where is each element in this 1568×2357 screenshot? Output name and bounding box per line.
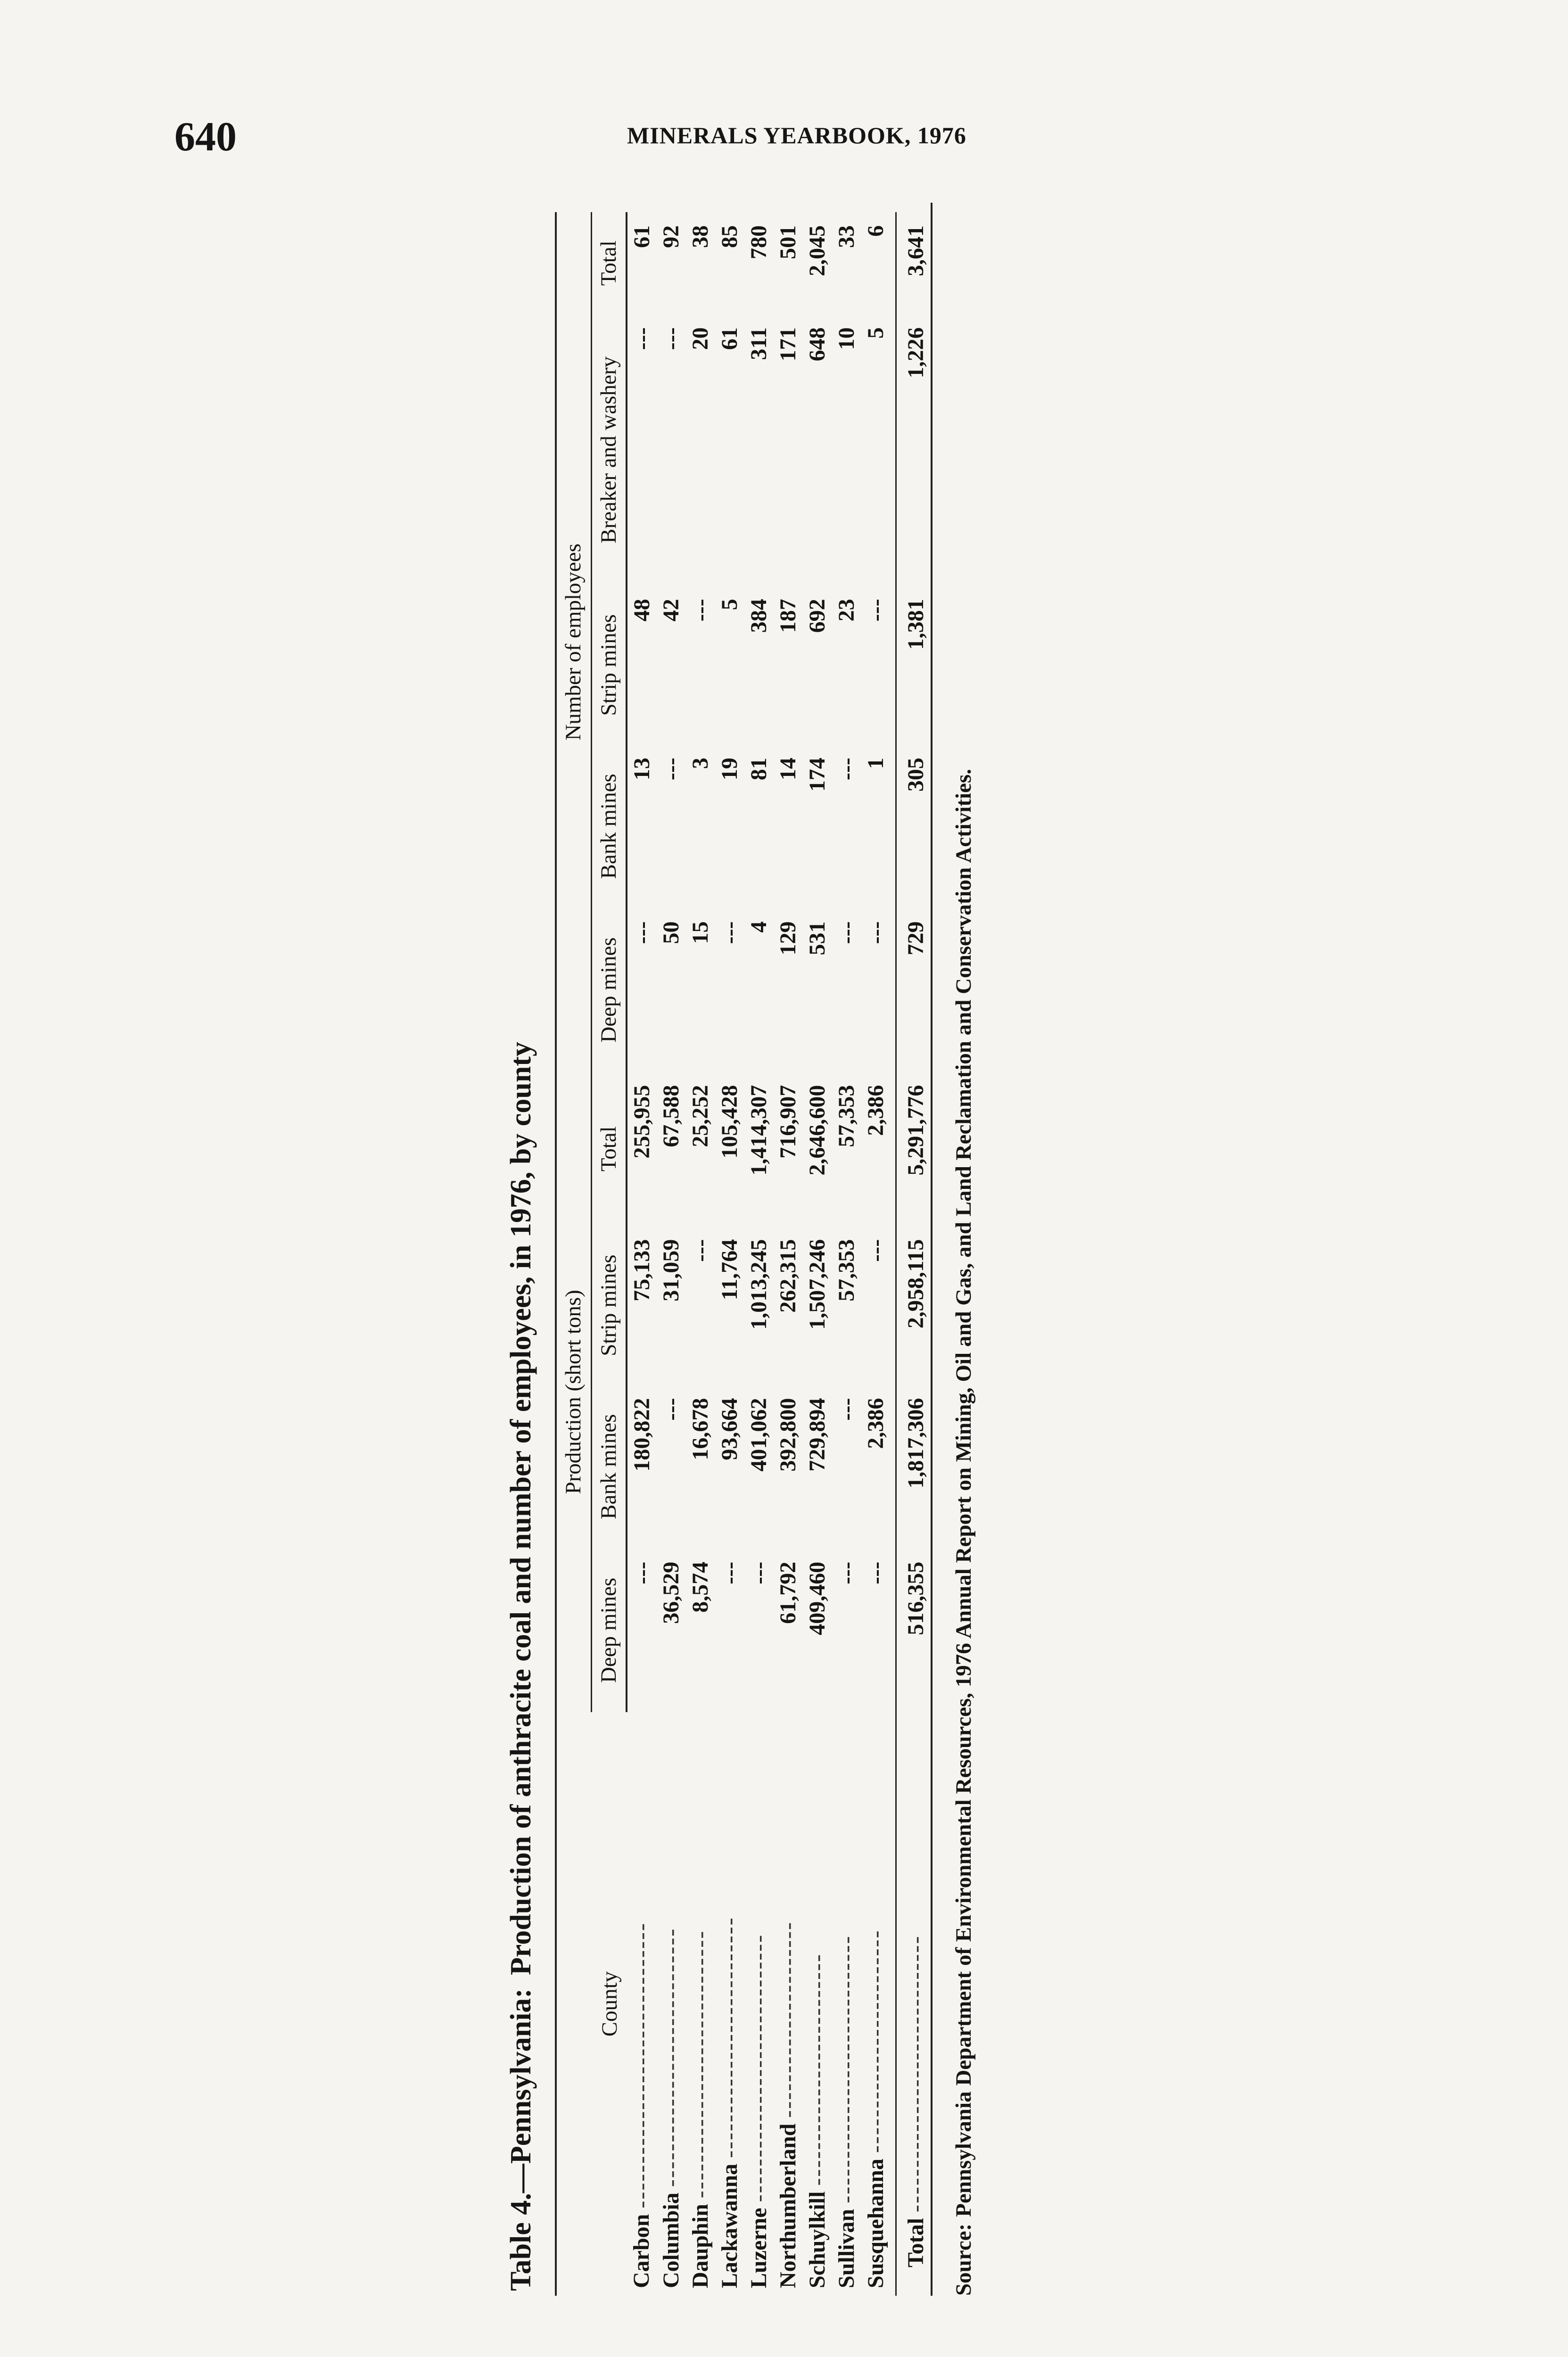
dot-leader: -------------------------- <box>805 1953 830 2186</box>
cell-emp-strip: 42 <box>659 599 684 622</box>
cell-emp-strip: --- <box>863 599 889 622</box>
cell-emp-deep: 50 <box>659 921 684 944</box>
cell-prod-strip: 1,013,245 <box>746 1239 772 1330</box>
cell-prod-total: 5,291,776 <box>896 1072 931 1226</box>
column-header-county: County <box>556 1712 627 2296</box>
table-title-label: Table 4.—Pennsylvania: <box>505 1988 537 2291</box>
cell-emp-deep: --- <box>863 921 889 944</box>
cell-prod-deep: 8,574 <box>688 1561 713 1613</box>
cell-prod-deep: 516,355 <box>896 1549 931 1712</box>
cell-emp-bank: 13 <box>629 758 655 781</box>
dot-leader: ------------------------------ <box>834 1935 859 2203</box>
cell-emp-deep: --- <box>717 921 743 944</box>
cell-emp-breaker: 171 <box>776 327 801 362</box>
cell-emp-strip: 187 <box>776 599 801 633</box>
cell-prod-strip: --- <box>688 1239 713 1262</box>
county-name: Total <box>903 2218 929 2267</box>
cell-emp-total: 92 <box>659 225 684 248</box>
cell-prod-bank: --- <box>834 1398 859 1421</box>
cell-prod-deep: --- <box>863 1561 889 1584</box>
cell-prod-bank: 392,800 <box>776 1398 801 1472</box>
cell-emp-total: 61 <box>629 225 655 248</box>
cell-emp-deep: --- <box>629 921 655 944</box>
cell-prod-total: 67,588 <box>659 1085 684 1147</box>
cell-emp-deep: 729 <box>896 908 931 1071</box>
dot-leader: ----------------------------- <box>659 1927 684 2187</box>
cell-emp-total: 2,045 <box>805 225 830 276</box>
dot-leader: ------------------------------ <box>688 1929 713 2199</box>
cell-emp-strip: 1,381 <box>896 585 931 744</box>
source-label: Source: <box>951 2223 976 2296</box>
table-row <box>686 212 715 2296</box>
cell-emp-strip: 5 <box>717 599 743 610</box>
column-header-emp-strip: Strip mines <box>591 585 627 744</box>
county-cell <box>686 1712 715 2296</box>
county-name: Luzerne <box>746 2208 772 2288</box>
county-cell <box>774 1712 803 2296</box>
cell-prod-total: 57,353 <box>834 1085 859 1147</box>
cell-emp-bank: 174 <box>805 758 830 792</box>
column-header-prod-total: Total <box>591 1072 627 1226</box>
county-cell <box>861 1712 896 2296</box>
table-bottom-rule <box>931 203 933 2296</box>
cell-emp-breaker: 61 <box>717 327 743 350</box>
county-cell <box>832 1712 861 2296</box>
cell-emp-deep: 129 <box>776 921 801 956</box>
table-row <box>627 212 657 2296</box>
cell-emp-total: 6 <box>863 225 889 237</box>
cell-prod-deep: 61,792 <box>776 1561 801 1624</box>
cell-prod-bank: 401,062 <box>746 1398 772 1472</box>
cell-prod-deep: --- <box>746 1561 772 1584</box>
cell-emp-bank: 81 <box>746 758 772 781</box>
cell-emp-bank: --- <box>659 758 684 781</box>
cell-emp-breaker: 1,226 <box>896 314 931 585</box>
county-cell <box>896 1712 931 2296</box>
table-row <box>657 212 686 2296</box>
county-name: Columbia <box>659 2192 684 2288</box>
cell-emp-bank: 19 <box>717 758 743 781</box>
table-title-text: Production of anthracite coal and number of employees, in 1976, by county <box>505 1042 537 1976</box>
cell-prod-deep: --- <box>717 1561 743 1584</box>
cell-emp-breaker: 10 <box>834 327 859 350</box>
cell-emp-deep: --- <box>834 921 859 944</box>
column-group-production: Production (short tons) <box>556 1072 591 1712</box>
cell-prod-strip: 75,133 <box>629 1239 655 1302</box>
county-cell <box>803 1712 832 2296</box>
dot-leader: ---------------------- <box>776 1920 801 2118</box>
column-group-employees: Number of employees <box>556 212 591 1072</box>
cell-prod-bank: 1,817,306 <box>896 1385 931 1549</box>
cell-emp-breaker: 311 <box>746 327 772 360</box>
cell-emp-strip: 692 <box>805 599 830 633</box>
table-title <box>504 203 538 2296</box>
cell-emp-bank: --- <box>834 758 859 781</box>
cell-prod-deep: 409,460 <box>805 1561 830 1635</box>
cell-emp-total: 780 <box>746 225 772 259</box>
cell-prod-total: 1,414,307 <box>746 1085 772 1176</box>
county-name: Lackawanna <box>717 2163 743 2288</box>
cell-prod-total: 716,907 <box>776 1085 801 1159</box>
cell-emp-strip: 384 <box>746 599 772 633</box>
cell-prod-bank: 2,386 <box>863 1398 889 1449</box>
cell-emp-total: 3,641 <box>896 212 931 314</box>
cell-emp-breaker: --- <box>629 327 655 350</box>
cell-emp-bank: 3 <box>688 758 713 769</box>
cell-prod-deep: --- <box>629 1561 655 1584</box>
cell-emp-total: 33 <box>834 225 859 248</box>
cell-prod-strip: 11,764 <box>717 1239 743 1301</box>
cell-prod-bank: 180,822 <box>629 1398 655 1472</box>
column-header-emp-total: Total <box>591 212 627 314</box>
cell-prod-strip: 31,059 <box>659 1239 684 1302</box>
dot-leader: ------------------------- <box>863 1929 889 2153</box>
county-name: Dauphin <box>688 2204 713 2288</box>
cell-emp-deep: 4 <box>746 921 772 933</box>
cell-prod-total: 25,252 <box>688 1085 713 1147</box>
page-number: 640 <box>174 114 237 160</box>
table-row <box>861 212 896 2296</box>
county-cell <box>627 1712 657 2296</box>
county-name: Carbon <box>629 2214 654 2288</box>
cell-emp-breaker: 5 <box>863 327 889 339</box>
table-row <box>803 212 832 2296</box>
cell-prod-bank: 93,664 <box>717 1398 743 1460</box>
running-title: MINERALS YEARBOOK, 1976 <box>627 122 966 148</box>
cell-prod-total: 255,955 <box>629 1085 655 1159</box>
cell-prod-bank: --- <box>659 1398 684 1421</box>
column-header-prod-bank: Bank mines <box>591 1385 627 1549</box>
column-header-emp-breaker: Breaker and washery <box>591 314 627 585</box>
cell-emp-strip: --- <box>688 599 713 622</box>
county-cell <box>744 1712 774 2296</box>
cell-emp-strip: 48 <box>629 599 655 622</box>
dot-leader: ------------------------------- <box>903 1935 929 2213</box>
dot-leader: ------------------------------ <box>746 1933 772 2202</box>
cell-emp-breaker: --- <box>659 327 684 350</box>
table-body <box>627 212 931 2296</box>
column-header-emp-deep: Deep mines <box>591 908 627 1071</box>
rotated-table-block <box>504 203 1122 2296</box>
cell-prod-bank: 729,894 <box>805 1398 830 1472</box>
dot-leader: --------------------------- <box>717 1916 743 2158</box>
county-cell <box>715 1712 744 2296</box>
cell-prod-strip: 1,507,246 <box>805 1239 830 1330</box>
table-row <box>774 212 803 2296</box>
table-row <box>744 212 774 2296</box>
cell-prod-strip: --- <box>863 1239 889 1262</box>
cell-emp-bank: 1 <box>863 758 889 769</box>
table-row <box>832 212 861 2296</box>
cell-emp-deep: 531 <box>805 921 830 956</box>
cell-prod-total: 105,428 <box>717 1085 743 1159</box>
source-note <box>949 222 978 2296</box>
cell-emp-breaker: 20 <box>688 327 713 350</box>
cell-prod-strip: 262,315 <box>776 1239 801 1313</box>
county-name: Susquehanna <box>863 2159 889 2288</box>
cell-prod-total: 2,386 <box>863 1085 889 1136</box>
source-text: Pennsylvania Department of Environmental Resources, 1976 Annual Report on Mining, Oil and Gas, and Land Reclamation and Conservation Activities. <box>951 769 976 2217</box>
column-header-prod-strip: Strip mines <box>591 1226 627 1385</box>
column-header-prod-deep: Deep mines <box>591 1549 627 1712</box>
cell-emp-bank: 305 <box>896 744 931 908</box>
county-name: Sullivan <box>834 2209 859 2288</box>
cell-emp-breaker: 648 <box>805 327 830 362</box>
cell-prod-deep: 36,529 <box>659 1561 684 1624</box>
cell-prod-strip: 57,353 <box>834 1239 859 1302</box>
cell-prod-total: 2,646,600 <box>805 1085 830 1176</box>
table-row <box>715 212 744 2296</box>
cell-prod-bank: 16,678 <box>688 1398 713 1460</box>
cell-emp-total: 501 <box>776 225 801 259</box>
cell-prod-strip: 2,958,115 <box>896 1226 931 1385</box>
column-header-emp-bank: Bank mines <box>591 744 627 908</box>
county-name: Schuylkill <box>805 2191 830 2288</box>
table-total-row <box>896 212 931 2296</box>
cell-emp-deep: 15 <box>688 921 713 944</box>
cell-emp-total: 38 <box>688 225 713 248</box>
dot-leader: -------------------------------- <box>629 1922 654 2209</box>
cell-prod-deep: --- <box>834 1561 859 1584</box>
production-table <box>555 212 931 2296</box>
cell-emp-bank: 14 <box>776 758 801 781</box>
county-name: Northumberland <box>776 2123 801 2288</box>
cell-emp-strip: 23 <box>834 599 859 622</box>
county-cell <box>657 1712 686 2296</box>
cell-emp-total: 85 <box>717 225 743 248</box>
